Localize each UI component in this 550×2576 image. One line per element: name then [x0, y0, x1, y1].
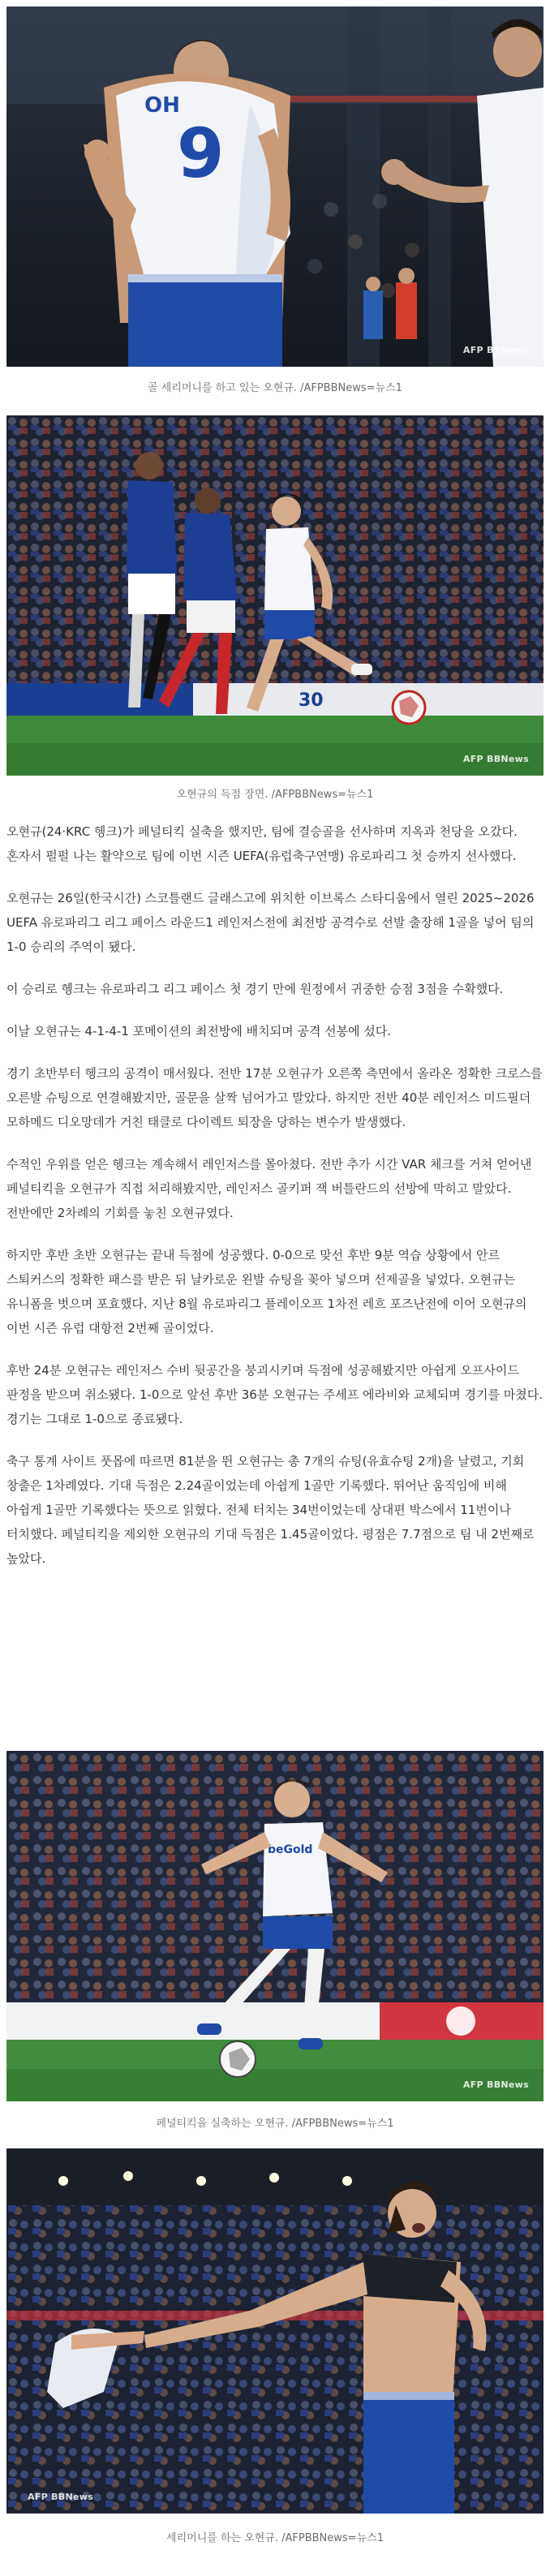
photo-scoring-scene — [6, 415, 544, 776]
photo-credit-watermark: AFP BBNews — [462, 2079, 529, 2090]
article-paragraph: 축구 통계 사이트 풋몹에 따르면 81분을 뛴 오현규는 총 7개의 슈팅(유효슈팅 2개)을 날렸고, 기회 창출은 1차례였다. 기대 득점은 2.24골이었는데 아쉽게 1골만 기록했다. 뛰어난 움직임에 비해 아쉽게 1골만 기록했다는 뜻으로 읽혔다. 전체 터치는 34번이었는데 상대편 박스에서 11번이나 터치했다. 페널티킥을 제외한 오현규의 기대 득점은 1.45골이었다. 평점은 7.7점으로 팀 내 2번째로 높았다. — [6, 1454, 535, 1566]
photo-credit-watermark: AFP BBNews — [462, 754, 529, 764]
article-paragraph: 경기 초반부터 헹크의 공격이 매서웠다. 전반 17분 오현규가 오른쪽 측면에서 올라온 정확한 크로스를 오른발 슈팅으로 연결해봤지만, 골문을 살짝 넘어가고 말았다. 하지만 전반 40분 레인저스 미드필더 모하메드 디오망데가 거친 태클로 다이렉트 퇴장을 당하는 변수가 발생했다. — [6, 1066, 543, 1129]
photo-goal-celebration-image — [6, 6, 544, 367]
photo-celebration — [6, 2148, 544, 2514]
article-paragraph: 수적인 우위를 얻은 헹크는 계속해서 레인저스를 몰아쳤다. 전반 추가 시간 VAR 체크를 거쳐 얻어낸 페널티킥을 오현규가 직접 처리해봤지만, 레인저스 골키퍼 잭 버틀란드의 선방에 막히고 말았다. 전반에만 2차례의 기회를 놓친 오현규였다. — [6, 1157, 532, 1220]
photo-credit-watermark: AFP BBNews — [28, 2492, 94, 2502]
photo-celebration-image — [6, 2148, 544, 2514]
article-paragraph: 오현규(24·KRC 헹크)가 페널티킥 실축을 했지만, 팀에 결승골을 선사하며 지옥과 천당을 오갔다. 혼자서 펄펄 나는 활약으로 팀에 이번 시즌 UEFA(유럽축구연맹) 유로파리그 첫 승까지 선사했다. — [6, 824, 518, 863]
article-paragraph: 오현규는 26일(한국시간) 스코틀랜드 글래스고에 위치한 이브록스 스타디움에서 열린 2025~2026 UEFA 유로파리그 리그 페이스 라운드1 레인저스전에 최전방 공격수로 선발 출장해 1골을 넣어 팀의 1-0 승리의 주역이 됐다. — [6, 891, 535, 954]
photo-caption: 세리머니를 하는 오현규. /AFPBBNews=뉴스1 — [166, 2532, 384, 2544]
advertising-board-number: 30 — [299, 690, 324, 711]
photo-goal-celebration — [6, 6, 544, 367]
photo-caption: 골 세리머니를 하고 있는 오현규. /AFPBBNews=뉴스1 — [148, 382, 402, 394]
photo-penalty-miss-image — [6, 1751, 544, 2101]
photo-penalty-miss — [6, 1751, 544, 2101]
photo-scoring-scene-image — [6, 415, 544, 776]
photo-credit-watermark: AFP BBNews — [462, 345, 529, 355]
sponsor-text: beGold — [268, 1843, 313, 1856]
article-paragraph: 이 승리로 헹크는 유로파리그 리그 페이스 첫 경기 만에 원정에서 귀중한 승점 3점을 수확했다. — [6, 982, 504, 996]
article-paragraph: 하지만 후반 초반 오현규는 끝내 득점에 성공했다. 0-0으로 맞선 후반 9분 역습 상황에서 안르 스퇴커스의 정확한 패스를 받은 뒤 날카로운 왼발 슈팅을 꽂아 넣으며 선제골을 넣었다. 오현규는 유니폼을 벗으며 포효했다. 지난 8월 유로파리그 플레이오프 1차전 레흐 포즈난전에 이어 오현규의 이번 시즌 유럽 대항전 2번째 골이었다. — [6, 1248, 527, 1335]
article-paragraph: 후반 24분 오현규는 레인저스 수비 뒷공간을 붕괴시키며 득점에 성공해봤지만 아쉽게 오프사이드 판정을 받으며 취소됐다. 1-0으로 앞선 후반 36분 오현규는 주세프 에라비와 교체되며 경기를 마쳤다. 경기는 그대로 1-0으로 종료됐다. — [6, 1363, 543, 1426]
article-body — [6, 819, 544, 1589]
shirt-name-text: OH — [144, 93, 180, 118]
photo-caption: 페널티킥을 실축하는 오현규. /AFPBBNews=뉴스1 — [156, 2118, 394, 2130]
shirt-number-text: 9 — [177, 114, 225, 193]
article-paragraph: 이날 오현규는 4-1-4-1 포메이션의 최전방에 배치되며 공격 선봉에 섰다. — [6, 1024, 392, 1039]
photo-caption: 오현규의 득점 장면. /AFPBBNews=뉴스1 — [176, 789, 374, 801]
